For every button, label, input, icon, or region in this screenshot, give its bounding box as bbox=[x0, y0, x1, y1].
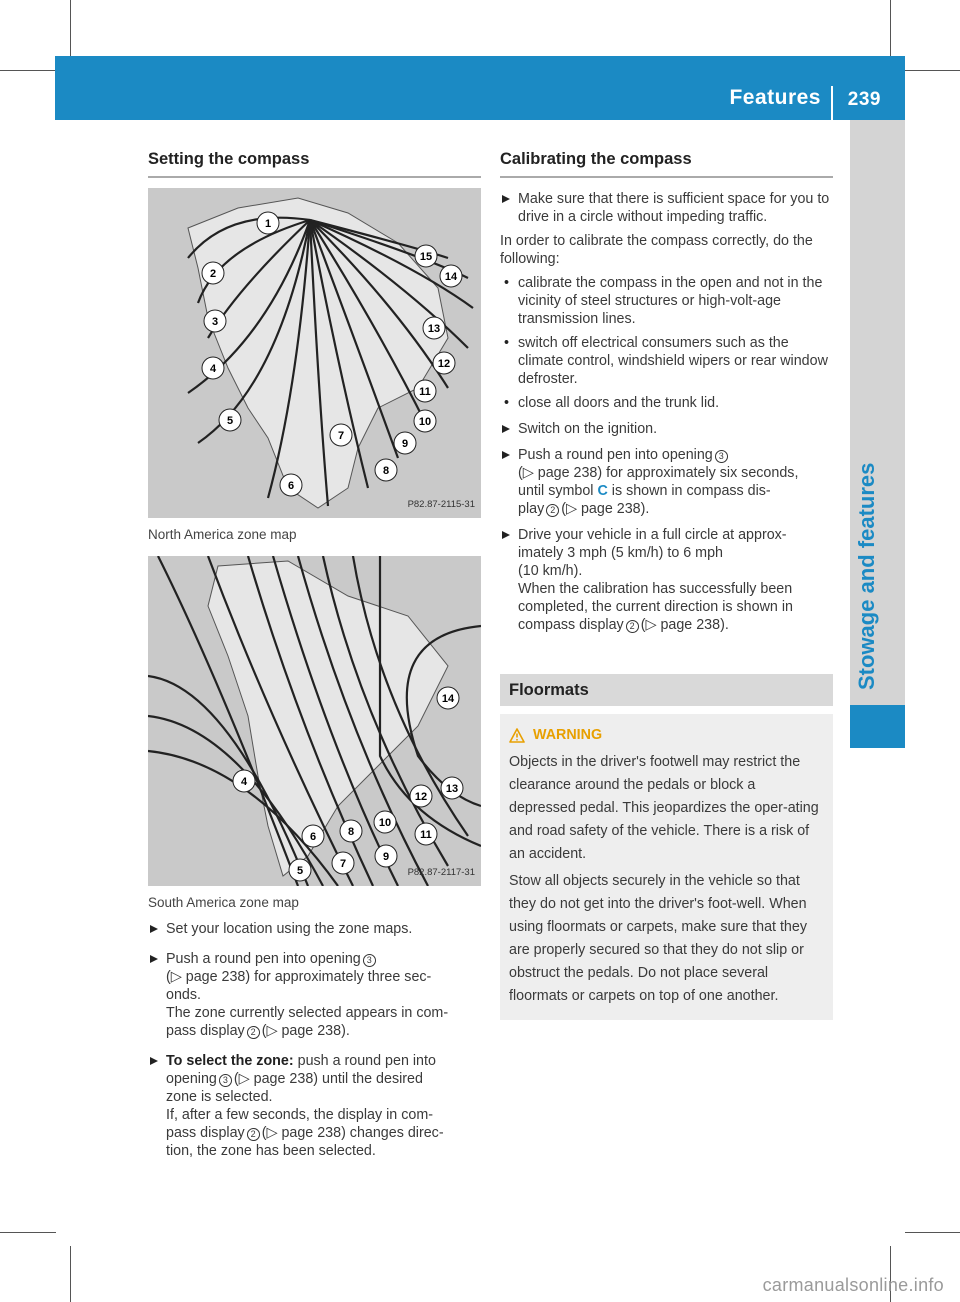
page-header bbox=[55, 56, 905, 120]
crop-mark bbox=[70, 0, 71, 56]
page-number: 239 bbox=[847, 89, 881, 110]
callout-number: 2 bbox=[247, 1026, 260, 1039]
map-code: P82.87-2117-31 bbox=[407, 867, 475, 878]
right-column bbox=[500, 150, 833, 1020]
list-item: • switch off electrical consumers such as the climate control, windshield wipers or rear window defroster. bbox=[500, 334, 833, 388]
callout-number: 3 bbox=[715, 450, 728, 463]
zone-label: 3 bbox=[211, 316, 219, 328]
zone-label: 7 bbox=[337, 430, 345, 442]
south-america-map bbox=[148, 556, 481, 886]
zone-label: 9 bbox=[382, 851, 390, 863]
zone-label: 5 bbox=[226, 415, 234, 427]
intro-text: In order to calibrate the compass correctly, do the following: bbox=[500, 233, 813, 267]
zone-label: 13 bbox=[427, 323, 441, 335]
instruction-step: Drive your vehicle in a full circle at approx- imately 3 mph (5 km/h) to 6 mph (10 km/h). When the calibration has successfully been completed, the current direction is shown in compass display 2 (▷ page 238). bbox=[500, 526, 833, 634]
zone-label: 4 bbox=[240, 776, 248, 788]
side-tab-marker bbox=[850, 705, 905, 748]
zone-label: 5 bbox=[296, 865, 304, 877]
north-america-map-drawing bbox=[148, 188, 481, 518]
zone-label: 10 bbox=[418, 416, 432, 428]
callout-number: 2 bbox=[626, 620, 639, 633]
warning-header bbox=[509, 724, 824, 747]
page-reference[interactable]: (▷ bbox=[233, 1071, 250, 1087]
watermark: carmanualsonline.info bbox=[762, 1275, 944, 1295]
map-code: P82.87-2115-31 bbox=[407, 499, 475, 510]
warning-box bbox=[500, 714, 833, 1020]
map-caption: South America zone map bbox=[148, 895, 299, 910]
zone-label: 6 bbox=[309, 831, 317, 843]
left-column bbox=[148, 150, 481, 1160]
zone-label: 11 bbox=[419, 386, 431, 398]
instruction-step: Make sure that there is sufficient space for you to drive in a circle without impeding traffic. bbox=[500, 190, 833, 226]
crop-mark bbox=[0, 70, 56, 71]
instruction-step: Push a round pen into opening 3 (▷ page 238) for approximately three sec- onds. The zone currently selected appears in com- pass display 2 (▷ page 238). bbox=[148, 950, 481, 1040]
page-reference[interactable]: (▷ bbox=[640, 617, 657, 633]
callout-number: 3 bbox=[363, 954, 376, 967]
section-heading-setting-compass: Setting the compass bbox=[148, 150, 481, 178]
zone-label: 7 bbox=[339, 858, 347, 870]
zone-label: 11 bbox=[420, 829, 432, 841]
map-caption: North America zone map bbox=[148, 527, 297, 542]
crop-mark bbox=[890, 0, 891, 56]
callout-number: 2 bbox=[546, 504, 559, 517]
warning-triangle-icon bbox=[509, 728, 525, 743]
warning-text: Stow all objects securely in the vehicle so that they do not get into the driver's foot-well. When using floormats or carpets, make sure that they are properly secured so that they do not slip or obstruct the pedals. Do not place several floormats or carpets on top of one another. bbox=[509, 873, 807, 1004]
list-item: • calibrate the compass in the open and not in the vicinity of steel structures or high-volt-age transmission lines. bbox=[500, 274, 833, 328]
warning-text: Objects in the driver's footwell may restrict the clearance around the pedals or block a depressed pedal. This jeopardizes the oper-ating and road safety of the vehicle. There is a risk of an accident. bbox=[509, 754, 819, 862]
page-reference[interactable]: (▷ bbox=[166, 969, 182, 985]
zone-label: 8 bbox=[347, 826, 355, 838]
north-america-map bbox=[148, 188, 481, 518]
instruction-step: To select the zone: push a round pen into opening 3 (▷ page 238) until the desired zone is selected. If, after a few seconds, the display in com- pass display 2 (▷ page 238) changes direc- tion, the zone has been selected. bbox=[148, 1052, 481, 1160]
crop-mark bbox=[70, 1246, 71, 1302]
page-reference[interactable]: (▷ bbox=[561, 501, 577, 517]
page-reference[interactable]: (▷ bbox=[518, 465, 534, 481]
crop-mark bbox=[905, 70, 960, 71]
zone-label: 14 bbox=[441, 693, 455, 705]
zone-label: 4 bbox=[209, 363, 217, 375]
callout-number: 2 bbox=[247, 1128, 260, 1141]
side-tab-label: Stowage and features bbox=[854, 462, 879, 690]
zone-label: 8 bbox=[382, 465, 390, 477]
list-item: • close all doors and the trunk lid. bbox=[500, 394, 833, 412]
instruction-step: Push a round pen into opening 3 (▷ page 238) for approximately six seconds, until symbol C is shown in compass dis- play 2 (▷ page 238). bbox=[500, 446, 833, 518]
crop-mark bbox=[0, 1232, 56, 1233]
instruction-step: Set your location using the zone maps. bbox=[148, 920, 481, 938]
zone-label: 15 bbox=[419, 251, 433, 263]
calibration-symbol: C bbox=[597, 483, 608, 499]
zone-label: 12 bbox=[414, 791, 428, 803]
page-reference[interactable]: (▷ bbox=[261, 1125, 278, 1141]
callout-number: 3 bbox=[219, 1074, 232, 1087]
south-america-map-drawing bbox=[148, 556, 481, 886]
page-reference[interactable]: (▷ bbox=[261, 1023, 278, 1039]
header-title: Features bbox=[729, 86, 821, 109]
section-heading-calibrating-compass: Calibrating the compass bbox=[500, 150, 833, 178]
instruction-step: Switch on the ignition. bbox=[500, 420, 833, 438]
section-heading-floormats: Floormats bbox=[500, 674, 833, 706]
zone-label: 2 bbox=[209, 268, 217, 280]
zone-label: 14 bbox=[444, 271, 458, 283]
zone-label: 6 bbox=[287, 480, 295, 492]
zone-label: 13 bbox=[445, 783, 459, 795]
crop-mark bbox=[905, 1232, 960, 1233]
zone-label: 10 bbox=[378, 817, 392, 829]
header-divider bbox=[831, 86, 833, 120]
warning-label: WARNING bbox=[533, 727, 603, 743]
zone-label: 12 bbox=[437, 358, 451, 370]
zone-label: 9 bbox=[401, 438, 409, 450]
zone-label: 1 bbox=[264, 218, 272, 230]
